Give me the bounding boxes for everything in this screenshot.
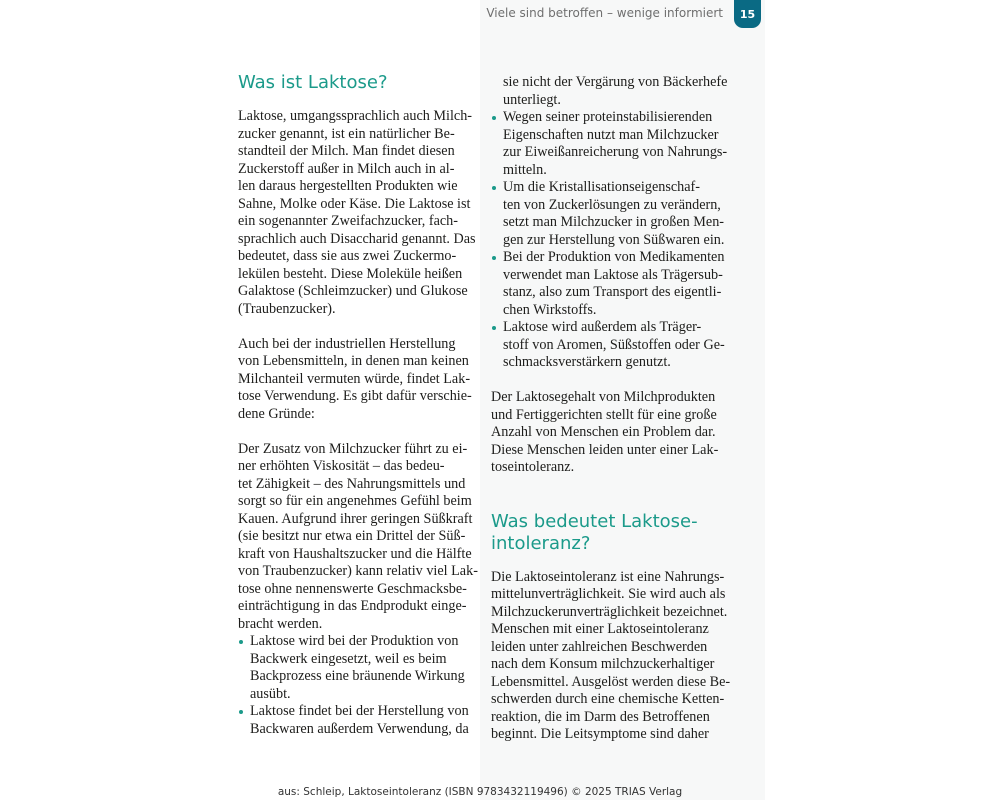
paragraph-intro: Laktose, umgangssprachlich auch Milch- zucker genannt, ist ein natürlicher Be- standteil der Milch. Man findet diesen Zuckerstoff außer in Milch auch in al- len daraus hergestellten Produkten wie Sahne, Molke oder Käse. Die Laktose ist ein sogenannter Zweifachzucker, fach- sprachlich auch Disaccharid genannt. Das bedeutet, dass sie aus zwei Zuckermo- lekülen besteht. Diese Moleküle heißen Galaktose (Schleimzucker) und Glukose (Traubenzucker). xyxy=(238,108,476,317)
continuation-text: sie nicht der Vergärung von Bäckerhefe unterliegt. xyxy=(503,74,728,108)
list-item: Laktose wird bei der Produktion von Backwerk eingesetzt, weil es beim Backprozess eine bräunende Wirkung ausübt. xyxy=(238,633,470,703)
paragraph-definition: Die Laktoseintoleranz ist eine Nahrungs- mittelunverträglichkeit. Sie wird auch als Milchzuckerunverträglichkeit bezeichnet. Menschen mit einer Laktoseintoleranz leiden unter zahlreichen Beschwerden nach dem Konsum milchzuckerhaltiger Lebensmittel. Ausgelöst werden diese Be- schwerden durch eine chemische Ketten- reaktion, die im Darm des Betroffenen beginnt. Die Leitsymptome sind daher xyxy=(491,568,731,742)
page-number-badge: 15 xyxy=(734,0,761,28)
bullet-list-left xyxy=(238,633,470,738)
list-item: Wegen seiner proteinstabilisierenden Eigenschaften nutzt man Milchzucker zur Eiweißanreicherung von Nahrungs- mitteln. xyxy=(491,109,731,179)
paragraph-viscosity: Der Zusatz von Milchzucker führt zu ei- ner erhöhten Viskosität – das bedeu- tet Zähigkeit – des Nahrungsmittels und sorgt so für ein angenehmes Gefühl beim Kauen. Aufgrund ihrer geringen Süßkraft (sie besitzt nur etwa ein Drittel der Süß- kraft von Haushaltszucker und die Hälfte von Traubenzucker) kann relativ viel Lak- tose ohne nennenswerte Geschmacksbe- einträchtigung in das Endprodukt einge- bracht werden. xyxy=(238,440,478,632)
source-citation: aus: Schleip, Laktoseintoleranz (ISBN 9783432119496) © 2025 TRIAS Verlag xyxy=(277,786,683,798)
list-item: Um die Kristallisationseigenschaf- ten von Zuckerlösungen zu verändern, setzt man Milchzucker in großen Men- gen zur Herstellung von Süßwaren ein. xyxy=(491,179,731,249)
right-column xyxy=(491,72,731,744)
section-heading-laktoseintoleranz: Was bedeutet Laktose- intoleranz? xyxy=(491,510,698,554)
list-item: Laktose findet bei der Herstellung von Backwaren außerdem Verwendung, da xyxy=(238,703,470,738)
list-item: Laktose wird außerdem als Träger- stoff von Aromen, Süßstoffen oder Ge- schmacksverstärkern genutzt. xyxy=(491,319,731,372)
paragraph-laktosegehalt: Der Laktosegehalt von Milchprodukten und Fertiggerichten stellt für eine große Anzahl von Menschen ein Problem dar. Diese Menschen leiden unter einer Lak- toseintoleranz. xyxy=(491,389,719,475)
running-header: Viele sind betroffen – wenige informiert xyxy=(486,6,723,20)
bullet-list-right xyxy=(491,109,731,372)
list-item: Bei der Produktion von Medikamenten verwendet man Laktose als Trägersub- stanz, also zum Transport des eigentli- chen Wirkstoffs. xyxy=(491,249,731,319)
left-column xyxy=(238,72,478,738)
section-heading-was-ist-laktose: Was ist Laktose? xyxy=(238,72,388,93)
paragraph-industrial-use: Auch bei der industriellen Herstellung von Lebensmitteln, in denen man keinen Milchanteil vermuten würde, findet Lak- tose Verwendung. Es gibt dafür verschie- dene Gründe: xyxy=(238,335,472,422)
